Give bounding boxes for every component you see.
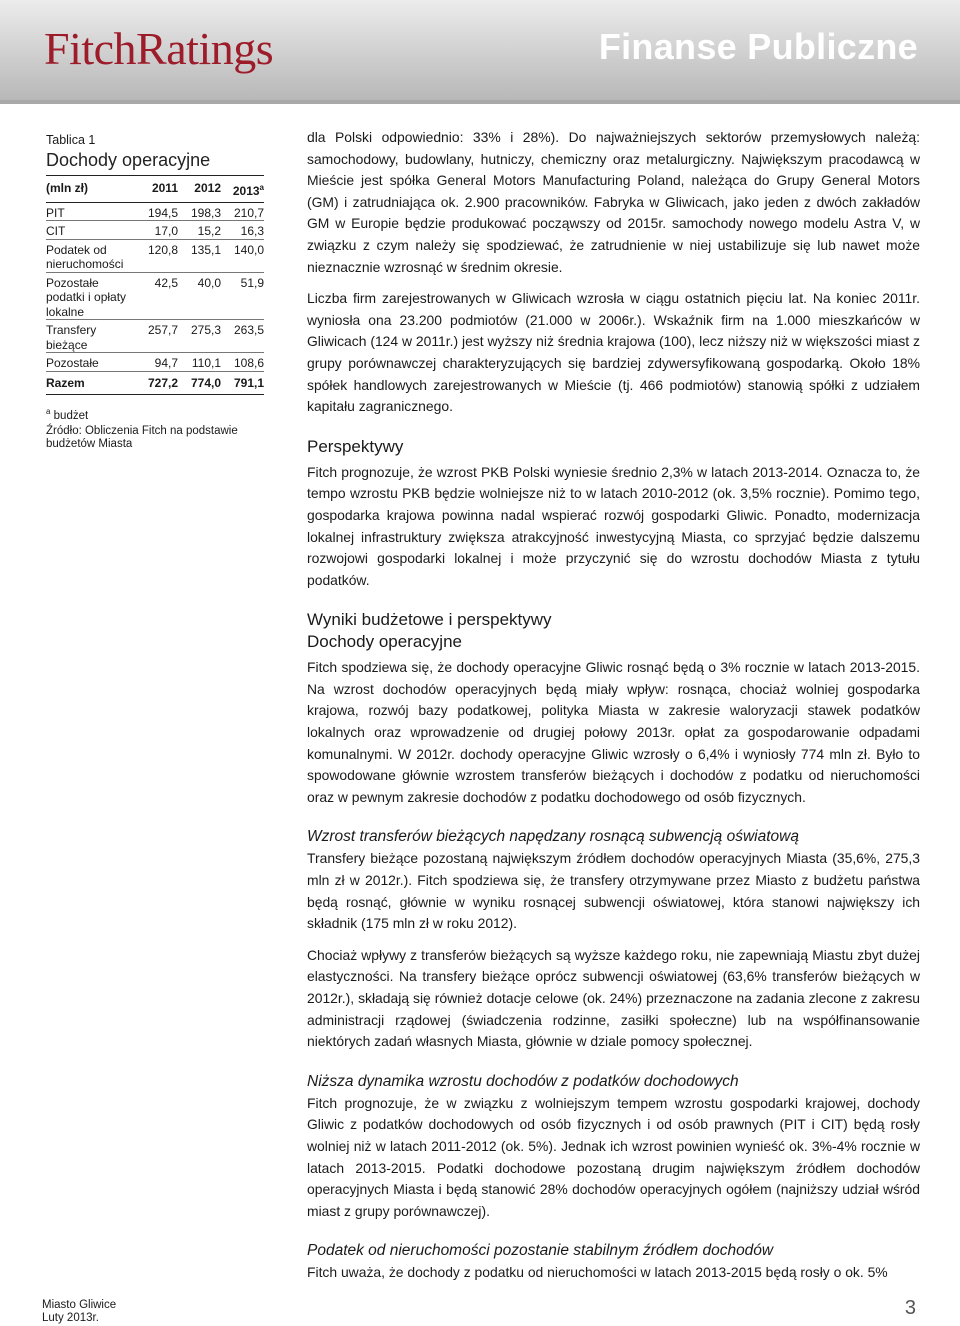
section-subheading: Dochody operacyjne xyxy=(307,632,462,652)
row-label: Pozostałe xyxy=(46,353,132,372)
table-total-row xyxy=(46,371,264,395)
paragraph: Fitch uważa, że dochody z podatku od nieruchomości w latach 2013-2015 będą rosły o ok. 5% xyxy=(307,1264,888,1281)
row-label: CIT xyxy=(46,221,132,240)
cell-value: 194,5 xyxy=(147,205,178,220)
table-title: Dochody operacyjne xyxy=(46,150,211,170)
cell-value: 16,3 xyxy=(221,221,264,240)
section-heading: Perspektywy xyxy=(307,436,404,456)
operating-revenue-table xyxy=(46,175,264,395)
column-header: 2013$^a$ xyxy=(221,176,264,203)
cell-value: 210,7 xyxy=(233,205,264,220)
cell-value: 42,5 xyxy=(132,272,178,320)
table-row xyxy=(46,320,264,353)
paragraph: Fitch spodziewa się, że dochody operacyjne Gliwic rosnąć będą o 3% rocznie w latach 2013-2015. Na wzrost dochodów operacyjnych będą miały wpływ: rosnąca, chociaż wolniej gospodarka krajowa, rozwój bazy podatkowej, polityka Miasta w zakresie waloryzacji stawek podatków lokalnych oraz wprowadzenie od drugiej połowy 2013r. opłat za gospodarowanie odpadami komunalnymi. W 2012r. dochody operacyjne Gliwic wzrosły o 6,4% i wyniosły 774 mln zł. Było to spowodowane głównie wzrostem transferów bieżących i dochodów z podatku od nieruchomości oraz w pewnym zakresie dochodów z podatku dochodowego od osób fizycznych. xyxy=(307,659,920,805)
cell-value: 774,0 xyxy=(178,371,221,395)
column-header: 2012 xyxy=(178,176,221,203)
section-heading: Wyniki budżetowe i perspektywy xyxy=(307,610,552,630)
cell-value: 263,5 xyxy=(221,320,264,353)
header-divider xyxy=(0,100,960,104)
footer-info xyxy=(42,1299,116,1325)
table-row xyxy=(46,239,264,272)
cell-value: 40,0 xyxy=(178,272,221,320)
column-header: 2011 xyxy=(132,176,178,203)
paragraph: Chociaż wpływy z transferów bieżących są wyższe każdego roku, nie zapewniają Miastu zbyt dużej elastyczności. Na transfery bieżące oprócz subwencji oświatowej (63,6% transferów bieżących w 2012r.), składają się również dotacje celowe (ok. 24%) przeznaczone na zadania zlecone z zakresu administracji rządowej (świadczenia rodzinne, zasiłki społeczne) lub na współfinansowanie niektórych zadań własnych Miasta, głównie w dziale pomocy społecznej. xyxy=(307,946,920,1050)
paragraph: Fitch prognozuje, że wzrost PKB Polski wyniesie średnio 2,3% w latach 2013-2014. Oznacza to, że tempo wzrostu PKB będzie wolniejsze niż to w latach 2010-2012 (ok. 3,5% rocznie). Pomimo tego, gospodarka krajowa powinna nadal wspierać rozwój gospodarki Gliwic. Ponadto, modernizacja lokalnej infrastruktury zwiększa atrakcyjność inwestycyjną Miasta, co sprzyjać będzie dalszemu rozwojowi gospodarki lokalnej i może przyczynić się do wzrostu dochodów Miasta z tytułu podatków. xyxy=(307,463,920,588)
table-row xyxy=(46,272,264,320)
table-footnote xyxy=(46,405,264,423)
cell-value: 198,3 xyxy=(190,205,221,220)
fitch-ratings-logo: FitchRatings xyxy=(44,23,274,74)
cell-value: 94,7 xyxy=(132,353,178,372)
paragraph: Liczba firm zarejestrowanych w Gliwicach wzrosła w ciągu ostatnich pięciu lat. Na koniec 2011r. wyniosła ona 23.200 podmiotów (21.000 w 2006r.). Wskaźnik firm na 1.000 mieszkańców w Gliwicach (124 w 2011r.) jest wyższy niż średnia krajowa (100), lecz niższy niż w większości miast z grupy porównawczej charakteryzujących się bardziej zdywersyfikowaną gospodarką. Około 18% spółek handlowych zarejestrowanych w Mieście (tj. 466 podmiotów) stanowią spółki z udziałem kapitału zagranicznego. xyxy=(307,290,920,415)
cell-value: 108,6 xyxy=(221,353,264,372)
italic-subheading: Podatek od nieruchomości pozostanie stabilnym źródłem dochodów xyxy=(307,1242,774,1260)
cell-value: 275,3 xyxy=(178,320,221,353)
footnote-marker: a xyxy=(259,183,264,192)
table-row xyxy=(46,353,264,372)
row-label: Pozostałe podatki i opłaty lokalne xyxy=(46,272,132,320)
sidebar-table-panel xyxy=(46,133,264,451)
paragraph: Transfery bieżące pozostaną największym źródłem dochodów operacyjnych Miasta (35,6%, 275,3 mln zł w 2012r.). Fitch spodziewa się, że transfery otrzymywane przez Miasto z budżetu państwa będą rosnąć, głównie w wyniku rosnącej subwencji oświatowej, która stanowi największy ich składnik (175 mln zł w roku 2012). xyxy=(307,850,920,932)
cell-value: 110,1 xyxy=(178,353,221,372)
page-number: 3 xyxy=(904,1297,916,1319)
cell-value: 51,9 xyxy=(221,272,264,320)
table-row xyxy=(46,221,264,240)
main-text-column xyxy=(307,127,920,1284)
footnote-text: budżet xyxy=(50,409,89,422)
cell-value: 135,1 xyxy=(178,239,221,272)
table-header-row xyxy=(46,176,264,203)
unit-label: (mln zł) xyxy=(46,176,132,203)
table-source: Źródło: Obliczenia Fitch na podstawie budżetów Miasta xyxy=(46,424,238,450)
paragraph: Fitch prognozuje, że w związku z wolniejszym tempem wzrostu gospodarki krajowej, dochody Gliwic z podatków dochodowych od osób fizycznych i od osób prawnych (PIT i CIT) będą rosły wolniej niż w latach 2011-2012 (ok. 5%). Jednak ich wzrost powinien wynieść ok. 3%-4% rocznie w latach 2013-2015. Podatki dochodowe pozostaną drugim największym źródłem dochodów operacyjnych Miasta i będą stanowić 28% dochodów operacyjnych ogółem (najniższy udział wśród miast z grupy porównawczej). xyxy=(307,1094,920,1219)
cell-value: 17,0 xyxy=(132,221,178,240)
row-label: Razem xyxy=(46,371,132,395)
footer-date: Luty 2013r. xyxy=(42,1312,99,1324)
italic-subheading: Niższa dynamika wzrostu dochodów z podatków dochodowych xyxy=(307,1072,739,1090)
italic-subheading: Wzrost transferów bieżących napędzany rosnącą subwencją oświatową xyxy=(307,828,799,846)
cell-value: 791,1 xyxy=(221,371,264,395)
table-row xyxy=(46,202,264,221)
cell-value: 140,0 xyxy=(221,239,264,272)
table-caption: Tablica 1 xyxy=(46,133,96,147)
row-label: Transfery bieżące xyxy=(46,320,132,353)
cell-value: 15,2 xyxy=(178,221,221,240)
cell-value: 727,2 xyxy=(132,371,178,395)
publication-title: Finanse Publiczne xyxy=(598,26,918,67)
cell-value: 120,8 xyxy=(132,239,178,272)
row-label: PIT xyxy=(46,205,65,220)
paragraph: dla Polski odpowiednio: 33% i 28%). Do najważniejszych sektorów przemysłowych należą: samochodowy, budowlany, hutniczy, chemiczny oraz metalurgiczny. Największym pracodawcą w Mieście jest spółka General Motors Manufacturing Poland, należąca do Grupy General Motors (GM) i zatrudniająca ok. 2.900 pracowników. Fabryka w Gliwicach, jako jeden z dwóch zakładów GM w Europie będzie produkować począwszy od 2015r. samochody nowego modelu Astra V, w związku z czym należy się spodziewać, że zatrudnienie w niej ustabilizuje się lub nawet może nieznacznie wzrosnąć w średnim okresie. xyxy=(307,129,920,275)
page-header xyxy=(0,0,960,100)
cell-value: 257,7 xyxy=(132,320,178,353)
row-label: Podatek od nieruchomości xyxy=(46,239,132,272)
footnote-marker: a xyxy=(46,407,51,416)
footer-city: Miasto Gliwice xyxy=(42,1299,117,1311)
